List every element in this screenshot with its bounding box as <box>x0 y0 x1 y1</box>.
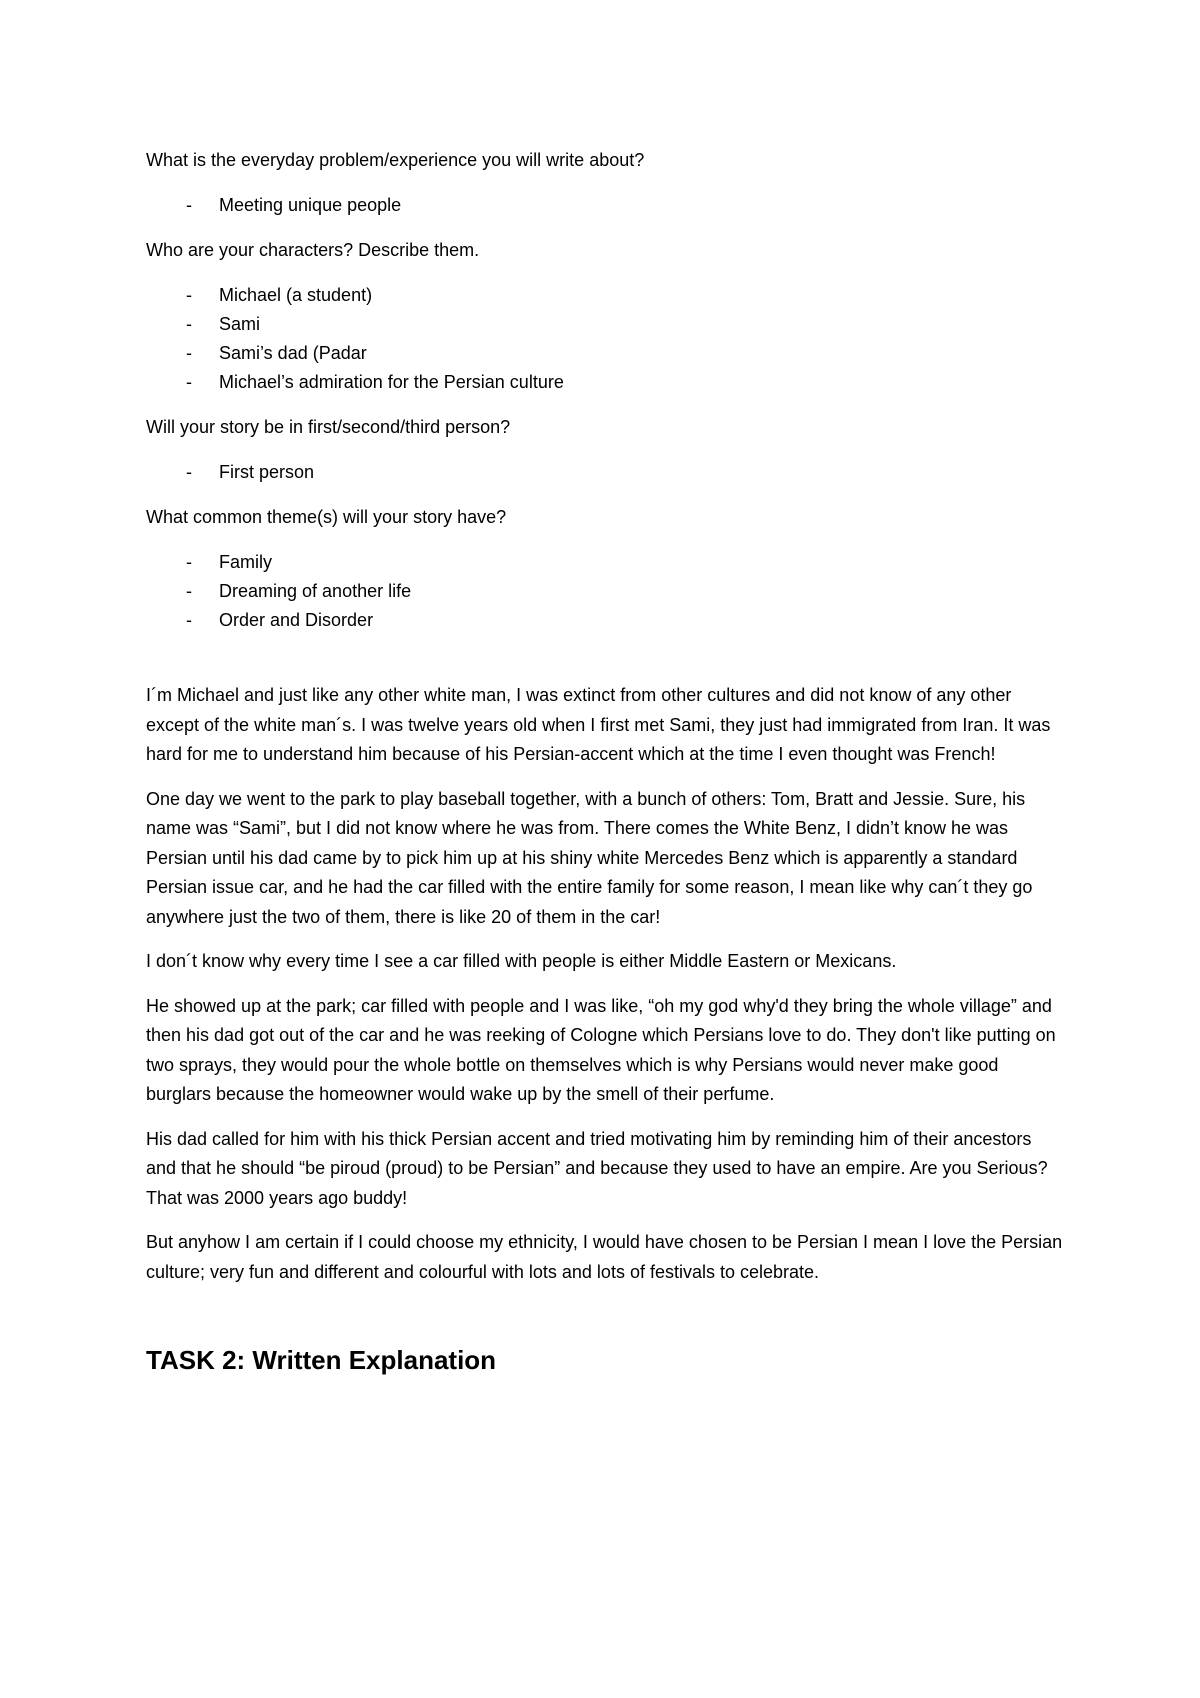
answer-text: Meeting unique people <box>219 195 402 215</box>
answer-list-2 <box>146 281 1066 397</box>
answer-text: Sami <box>219 314 261 334</box>
bullet-dash: - <box>186 581 192 601</box>
answer-list-4 <box>146 548 1066 635</box>
bullet-dash: - <box>186 195 192 215</box>
answer-item <box>146 281 1066 310</box>
question-2: Who are your characters? Describe them. <box>146 240 480 260</box>
question-3: Will your story be in first/second/third person? <box>146 417 511 437</box>
answer-item <box>146 548 1066 577</box>
answer-item <box>146 368 1066 397</box>
bullet-dash: - <box>186 372 192 392</box>
story-section <box>146 681 1066 1287</box>
story-paragraph-3: I don´t know why every time I see a car filled with people is either Middle Eastern or Mexicans. <box>146 951 897 971</box>
answer-list-1 <box>146 191 1066 220</box>
answer-text: Michael (a student) <box>219 285 373 305</box>
answer-text: Sami’s dad (Padar <box>219 343 367 363</box>
bullet-dash: - <box>186 343 192 363</box>
story-paragraph-1: I´m Michael and just like any other white man, I was extinct from other cultures and did not know of any other except of the white man´s. I was twelve years old when I first met Sami, they just had immigrated from Iran. It was hard for me to understand him because of his Persian-accent which at the time I even thought was French! <box>146 685 1051 764</box>
bullet-dash: - <box>186 610 192 630</box>
answer-item <box>146 191 1066 220</box>
answer-item <box>146 339 1066 368</box>
answer-item <box>146 310 1066 339</box>
bullet-dash: - <box>186 462 192 482</box>
bullet-dash: - <box>186 285 192 305</box>
answer-item <box>146 606 1066 635</box>
answer-text: Order and Disorder <box>219 610 374 630</box>
story-paragraph-5: His dad called for him with his thick Persian accent and tried motivating him by reminding him of their ancestors and that he should “be piroud (proud) to be Persian” and because they used to have an empire. Are you Serious? That was 2000 years ago buddy! <box>146 1128 1048 1208</box>
task-heading: TASK 2: Written Explanation <box>146 1345 497 1375</box>
bullet-dash: - <box>186 552 192 572</box>
answer-text: Dreaming of another life <box>219 581 412 601</box>
story-paragraph-6: But anyhow I am certain if I could choose my ethnicity, I would have chosen to be Persian I mean I love the Persian culture; very fun and different and colourful with lots and lots of festivals to celebrate. <box>146 1232 1063 1282</box>
question-4: What common theme(s) will your story have? <box>146 507 507 527</box>
answer-item <box>146 577 1066 606</box>
answer-text: Michael’s admiration for the Persian culture <box>219 372 564 392</box>
story-paragraph-4: He showed up at the park; car filled with people and I was like, “oh my god why'd they bring the whole village” and then his dad got out of the car and he was reeking of Cologne which Persians love to do. They don't like putting on two sprays, they would pour the whole bottle on themselves which is why Persians would never make good burglars because the homeowner would wake up by the smell of their perfume. <box>146 995 1056 1104</box>
answer-list-3 <box>146 458 1066 487</box>
answer-text: Family <box>219 552 272 572</box>
bullet-dash: - <box>186 314 192 334</box>
question-1: What is the everyday problem/experience you will write about? <box>146 150 645 170</box>
answer-text: First person <box>219 462 315 482</box>
story-paragraph-2: One day we went to the park to play baseball together, with a bunch of others: Tom, Bratt and Jessie. Sure, his name was “Sami”, but I did not know where he was from. There comes the White Benz, I didn’t know he was Persian until his dad came by to pick him up at his shiny white Mercedes Benz which is apparently a standard Persian issue car, and he had the car filled with the entire family for some reason, I mean like why can´t they go anywhere just the two of them, there is like 20 of them in the car! <box>146 788 1033 927</box>
document-content <box>146 146 1066 1377</box>
answer-item <box>146 458 1066 487</box>
